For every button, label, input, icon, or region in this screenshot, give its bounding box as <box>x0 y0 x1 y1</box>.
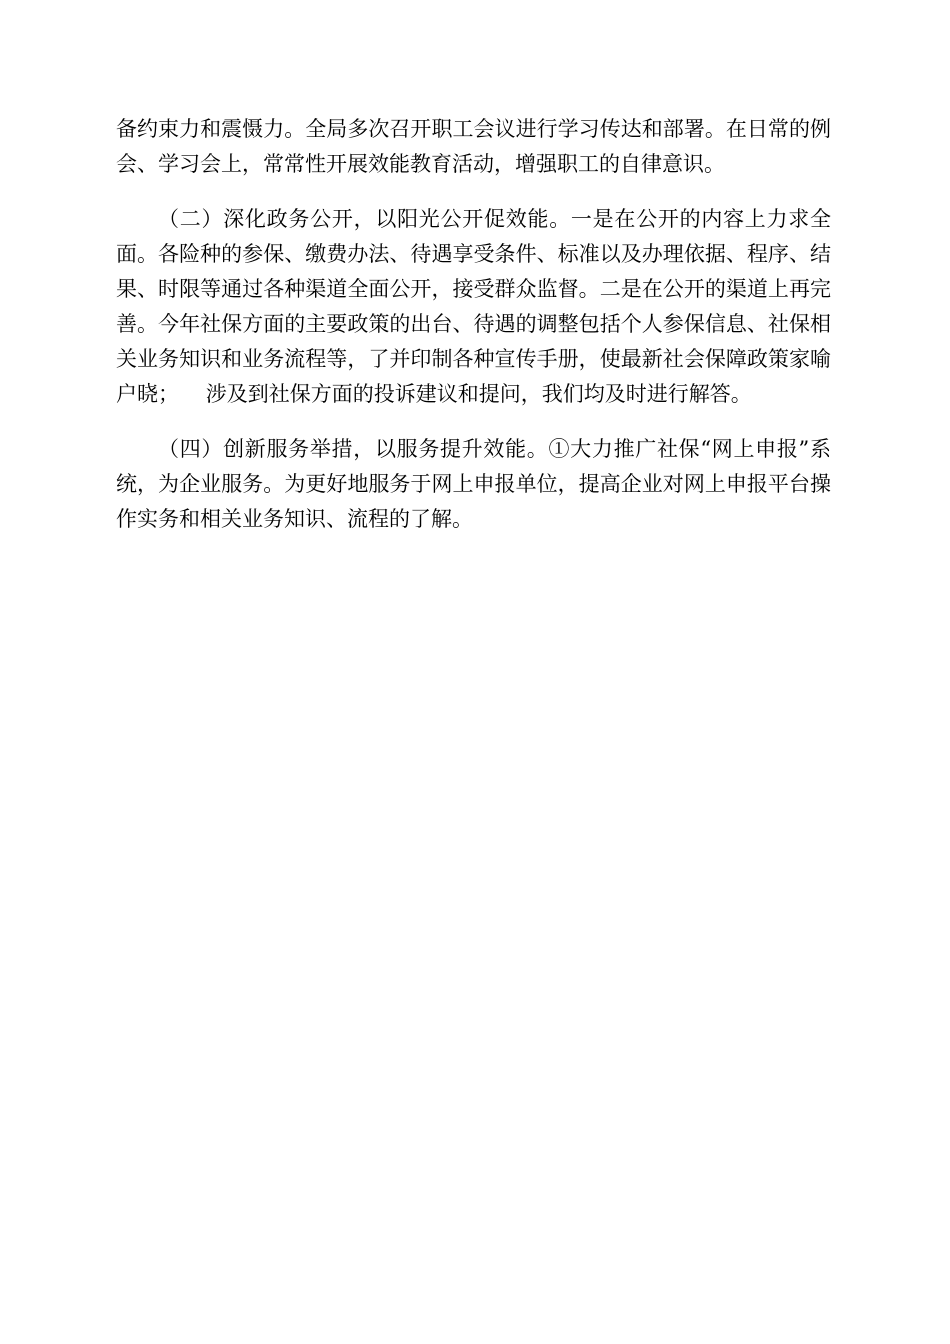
paragraph-government-openness: （二）深化政务公开，以阳光公开促效能。一是在公开的内容上力求全面。各险种的参保、缴费办法、待遇享受条件、标准以及办理依据、程序、结果、时限等通过各种渠道全面公开，接受群众监督。二是在公开的渠道上再完善。今年社保方面的主要政策的出台、待遇的调整包括个人参保信息、社保相关业务知识和业务流程等，了并印制各种宣传手册，使最新社会保障政策家喻户晓； 涉及到社保方面的投诉建议和提问，我们均及时进行解答。 <box>116 207 831 406</box>
paragraph-service-innovation: （四）创新服务举措，以服务提升效能。①大力推广社保“网上申报”系统，为企业服务。为更好地服务于网上申报单位，提高企业对网上申报平台操作实务和相关业务知识、流程的了解。 <box>116 437 831 531</box>
paragraph-continuation: 备约束力和震慑力。全局多次召开职工会议进行学习传达和部署。在日常的例会、学习会上，常常性开展效能教育活动，增强职工的自律意识。 <box>116 117 831 176</box>
document-body <box>116 112 831 557</box>
